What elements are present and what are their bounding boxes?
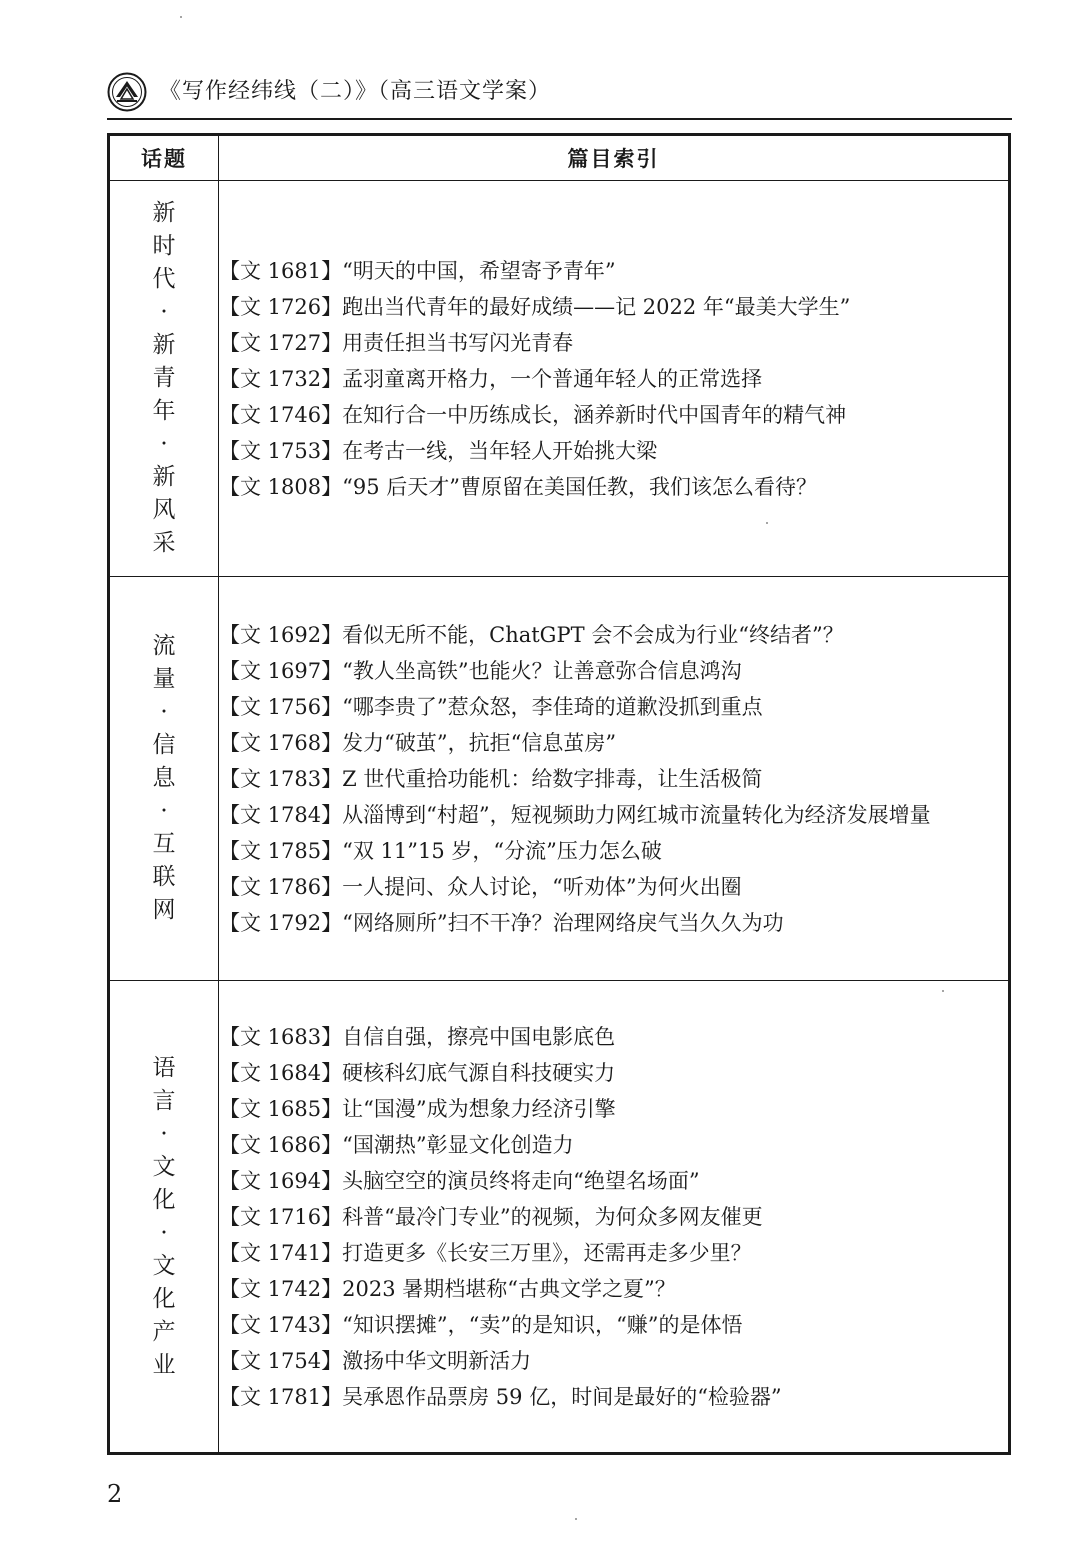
page-header bbox=[107, 72, 1012, 116]
article-ref: 【文 1684】 bbox=[219, 1060, 343, 1085]
table-row bbox=[109, 577, 1010, 981]
list-item bbox=[219, 469, 1008, 505]
article-title: 头脑空空的演员终将走向“绝望名场面” bbox=[342, 1168, 700, 1193]
list-item bbox=[219, 1379, 1008, 1415]
list-item bbox=[219, 1127, 1008, 1163]
list-item bbox=[219, 1235, 1008, 1271]
topic-cell bbox=[109, 577, 219, 981]
list-item bbox=[219, 325, 1008, 361]
article-title: 一人提问、众人讨论，“听劝体”为何火出圈 bbox=[342, 874, 742, 899]
table-header-row bbox=[109, 135, 1010, 181]
article-ref: 【文 1768】 bbox=[219, 730, 343, 755]
topic-label: 新时代·新青年·新风采 bbox=[152, 200, 176, 556]
column-header-topic: 话题 bbox=[109, 135, 219, 181]
article-ref: 【文 1681】 bbox=[219, 258, 343, 283]
article-title: 发力“破茧”，抗拒“信息茧房” bbox=[342, 730, 617, 755]
topic-cell bbox=[109, 981, 219, 1454]
header-title: 《写作经纬线（二）》（高三语文学案） bbox=[159, 79, 552, 104]
article-ref: 【文 1732】 bbox=[219, 366, 343, 391]
topic-cell bbox=[109, 181, 219, 577]
article-title: 用责任担当书写闪光青春 bbox=[342, 330, 574, 355]
list-item bbox=[219, 617, 1008, 653]
list-item bbox=[219, 253, 1008, 289]
article-ref: 【文 1753】 bbox=[219, 438, 343, 463]
article-title: 2023 暑期档堪称“古典文学之夏”？ bbox=[342, 1276, 676, 1301]
article-ref: 【文 1792】 bbox=[219, 910, 343, 935]
article-title: 自信自强，擦亮中国电影底色 bbox=[342, 1024, 616, 1049]
list-item bbox=[219, 833, 1008, 869]
article-ref: 【文 1783】 bbox=[219, 766, 343, 791]
scan-speck bbox=[766, 522, 768, 524]
article-ref: 【文 1697】 bbox=[219, 658, 343, 683]
article-title: 孟羽童离开格力，一个普通年轻人的正常选择 bbox=[342, 366, 763, 391]
article-title: Z 世代重拾功能机：给数字排毒，让生活极简 bbox=[342, 766, 763, 791]
article-title: “明天的中国，希望寄予青年” bbox=[342, 258, 616, 283]
table-row bbox=[109, 181, 1010, 577]
articles-cell bbox=[219, 981, 1010, 1454]
article-title: 硬核科幻底气源自科技硬实力 bbox=[342, 1060, 616, 1085]
list-item bbox=[219, 905, 1008, 941]
header-divider bbox=[107, 118, 1012, 120]
article-ref: 【文 1686】 bbox=[219, 1132, 343, 1157]
list-item bbox=[219, 1091, 1008, 1127]
article-ref: 【文 1726】 bbox=[219, 294, 343, 319]
article-ref: 【文 1781】 bbox=[219, 1384, 343, 1409]
article-title: “95 后天才”曹原留在美国任教，我们该怎么看待？ bbox=[342, 474, 817, 499]
list-item bbox=[219, 1271, 1008, 1307]
article-ref: 【文 1685】 bbox=[219, 1096, 343, 1121]
article-title: 吴承恩作品票房 59 亿，时间是最好的“检验器” bbox=[342, 1384, 782, 1409]
article-ref: 【文 1785】 bbox=[219, 838, 343, 863]
article-ref: 【文 1743】 bbox=[219, 1312, 343, 1337]
topic-label: 语言·文化·文化产业 bbox=[152, 1054, 176, 1378]
article-ref: 【文 1786】 bbox=[219, 874, 343, 899]
list-item bbox=[219, 689, 1008, 725]
list-item bbox=[219, 1019, 1008, 1055]
list-item bbox=[219, 289, 1008, 325]
article-title: “知识摆摊”，“卖”的是知识，“赚”的是体悟 bbox=[342, 1312, 743, 1337]
topic-label: 流量·信息·互联网 bbox=[152, 633, 176, 923]
scan-speck bbox=[180, 16, 182, 18]
article-ref: 【文 1746】 bbox=[219, 402, 343, 427]
article-ref: 【文 1756】 bbox=[219, 694, 343, 719]
article-ref: 【文 1716】 bbox=[219, 1204, 343, 1229]
article-ref: 【文 1808】 bbox=[219, 474, 343, 499]
article-ref: 【文 1784】 bbox=[219, 802, 343, 827]
article-ref: 【文 1741】 bbox=[219, 1240, 343, 1265]
article-title: 在知行合一中历练成长，涵养新时代中国青年的精气神 bbox=[342, 402, 847, 427]
list-item bbox=[219, 797, 1008, 833]
list-item bbox=[219, 1055, 1008, 1091]
article-title: 科普“最冷门专业”的视频，为何众多网友催更 bbox=[342, 1204, 763, 1229]
article-ref: 【文 1727】 bbox=[219, 330, 343, 355]
scan-speck bbox=[575, 1518, 577, 1520]
list-item bbox=[219, 1307, 1008, 1343]
articles-cell bbox=[219, 181, 1010, 577]
articles-cell bbox=[219, 577, 1010, 981]
article-title: “网络厕所”扫不干净？治理网络戾气当久久为功 bbox=[342, 910, 784, 935]
article-title: “教人坐高铁”也能火？让善意弥合信息鸿沟 bbox=[342, 658, 742, 683]
article-title: “国潮热”彰显文化创造力 bbox=[342, 1132, 574, 1157]
list-item bbox=[219, 761, 1008, 797]
article-title: “双 11”15 岁，“分流”压力怎么破 bbox=[342, 838, 662, 863]
article-ref: 【文 1683】 bbox=[219, 1024, 343, 1049]
article-ref: 【文 1754】 bbox=[219, 1348, 343, 1373]
table-row bbox=[109, 981, 1010, 1454]
list-item bbox=[219, 361, 1008, 397]
article-title: 在考古一线，当年轻人开始挑大梁 bbox=[342, 438, 658, 463]
article-title: 打造更多《长安三万里》，还需再走多少里？ bbox=[342, 1240, 752, 1265]
list-item bbox=[219, 653, 1008, 689]
article-ref: 【文 1742】 bbox=[219, 1276, 343, 1301]
page-number: 2 bbox=[107, 1480, 123, 1508]
list-item bbox=[219, 433, 1008, 469]
column-header-index: 篇目索引 bbox=[219, 135, 1010, 181]
list-item bbox=[219, 869, 1008, 905]
scan-speck bbox=[942, 990, 944, 992]
list-item bbox=[219, 1163, 1008, 1199]
article-title: 让“国漫”成为想象力经济引擎 bbox=[342, 1096, 616, 1121]
article-ref: 【文 1692】 bbox=[219, 622, 343, 647]
list-item bbox=[219, 1199, 1008, 1235]
roof-emblem-icon bbox=[107, 72, 147, 112]
article-title: 跑出当代青年的最好成绩——记 2022 年“最美大学生” bbox=[342, 294, 851, 319]
article-title: “哪李贵了”惹众怒，李佳琦的道歉没抓到重点 bbox=[342, 694, 763, 719]
list-item bbox=[219, 1343, 1008, 1379]
list-item bbox=[219, 397, 1008, 433]
list-item bbox=[219, 725, 1008, 761]
article-title: 激扬中华文明新活力 bbox=[342, 1348, 532, 1373]
article-title: 从淄博到“村超”，短视频助力网红城市流量转化为经济发展增量 bbox=[342, 802, 931, 827]
article-index-table bbox=[107, 133, 1011, 1455]
article-ref: 【文 1694】 bbox=[219, 1168, 343, 1193]
article-title: 看似无所不能，ChatGPT 会不会成为行业“终结者”？ bbox=[342, 622, 844, 647]
